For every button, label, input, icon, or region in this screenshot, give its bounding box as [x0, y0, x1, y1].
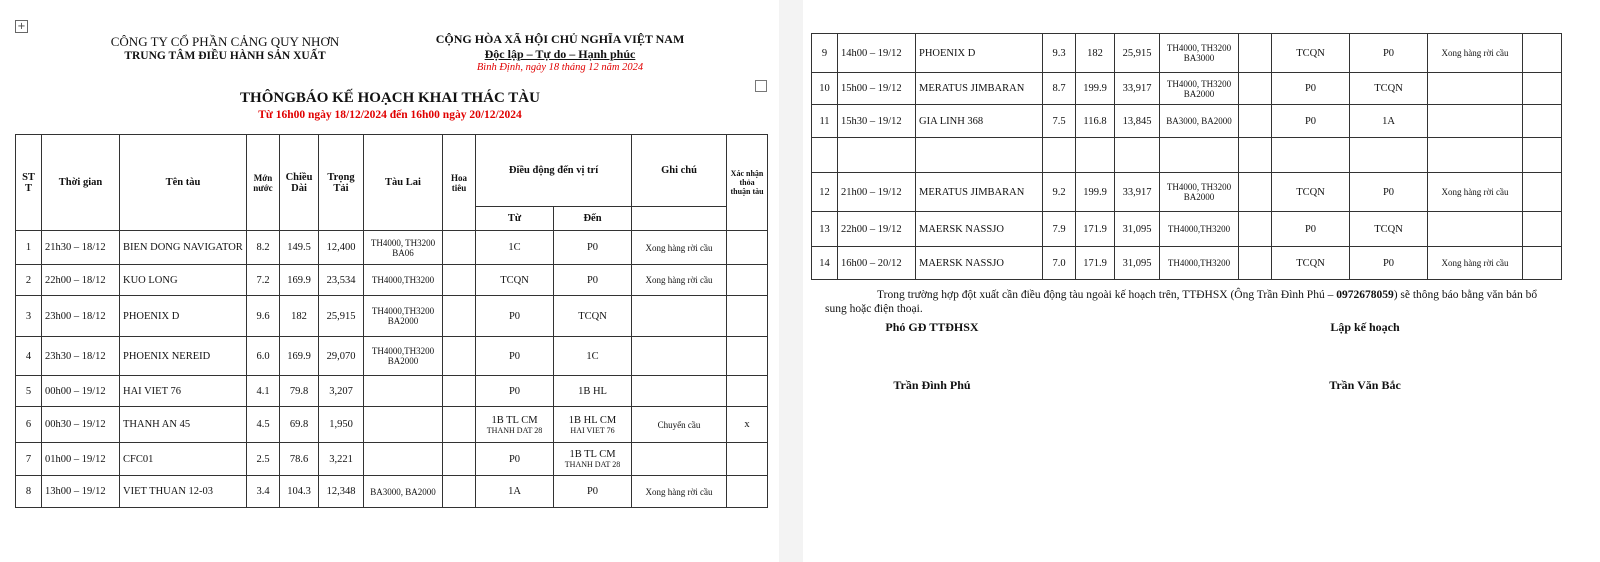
cell-time: 22h00 – 18/12 [42, 265, 120, 296]
table-row [16, 265, 768, 296]
cell-draft [1043, 138, 1076, 173]
cell-pilot [1239, 138, 1272, 173]
table-row [16, 407, 768, 443]
table-row [16, 376, 768, 407]
cell-note [632, 443, 727, 476]
document-page-2 [803, 0, 1600, 562]
cell-confirm [727, 376, 768, 407]
cell-pilot [1239, 173, 1272, 212]
cell-confirm [727, 231, 768, 265]
cell-tug [1160, 138, 1239, 173]
cell-to [554, 265, 632, 296]
cell-to-primary: 1B HL [578, 385, 607, 397]
cell-note [1428, 138, 1523, 173]
col-header-note: Ghi chú [632, 135, 727, 207]
cell-tug: TH4000, TH3200 BA3000 [1160, 34, 1239, 73]
cell-ship: MAERSK NASSJO [916, 247, 1043, 280]
company-header [60, 34, 390, 62]
cell-tonnage: 12,348 [319, 476, 364, 508]
cell-stt: 3 [16, 296, 42, 337]
cell-draft: 9.2 [1043, 173, 1076, 212]
cell-length: 69.8 [280, 407, 319, 443]
cell-pilot [1239, 34, 1272, 73]
cell-from-primary: TCQN [500, 274, 529, 286]
cell-note [632, 296, 727, 337]
cell-stt: 5 [16, 376, 42, 407]
cell-tonnage: 33,917 [1115, 73, 1160, 105]
cell-to [554, 231, 632, 265]
cell-confirm [1523, 138, 1562, 173]
cell-pilot [443, 376, 476, 407]
cell-from: P0 [1272, 212, 1350, 247]
cell-note: Xong hàng rời cầu [632, 265, 727, 296]
col-header-draft: Mớn nước [247, 135, 280, 231]
cell-to-primary: 1C [586, 350, 599, 362]
cell-from [476, 443, 554, 476]
cell-stt: 14 [812, 247, 838, 280]
cell-from-primary: P0 [508, 310, 521, 322]
table-row [812, 173, 1562, 212]
cell-to [554, 337, 632, 376]
cell-length: 79.8 [280, 376, 319, 407]
cell-stt: 1 [16, 231, 42, 265]
cell-stt: 13 [812, 212, 838, 247]
cell-confirm [1523, 173, 1562, 212]
cell-stt: 6 [16, 407, 42, 443]
cell-time: 13h00 – 19/12 [42, 476, 120, 508]
cell-from [476, 296, 554, 337]
cell-draft: 7.5 [1043, 105, 1076, 138]
note-prefix: Trong trường hợp đột xuất cần điều động tàu ngoài kế hoạch trên, TTĐHSX (Ông Trần Đình Phú – [877, 289, 1337, 301]
cell-confirm [1523, 73, 1562, 105]
cell-stt: 9 [812, 34, 838, 73]
cell-tonnage: 31,095 [1115, 212, 1160, 247]
cell-from [476, 265, 554, 296]
table-row [812, 34, 1562, 73]
table-row [16, 231, 768, 265]
cell-draft: 9.6 [247, 296, 280, 337]
cell-tug: BA3000, BA2000 [364, 476, 443, 508]
note-phone: 0972678059 [1336, 289, 1394, 301]
cell-draft: 2.5 [247, 443, 280, 476]
col-header-length: Chiều Dài [280, 135, 319, 231]
table-move-handle-icon[interactable]: + [15, 20, 28, 33]
contingency-note [825, 288, 1545, 316]
cell-to [554, 376, 632, 407]
cell-to-primary: TCQN [578, 310, 607, 322]
cell-ship: PHOENIX D [120, 296, 247, 337]
schedule-table-page-2 [811, 33, 1562, 280]
company-name: CÔNG TY CỔ PHẦN CẢNG QUY NHƠN [110, 34, 340, 49]
cell-to: TCQN [1350, 73, 1428, 105]
cell-time: 00h00 – 19/12 [42, 376, 120, 407]
cell-to-primary: 1B TL CM [569, 449, 616, 460]
cell-tug: TH4000,TH3200 [1160, 247, 1239, 280]
cell-tonnage: 3,207 [319, 376, 364, 407]
cell-length: 104.3 [280, 476, 319, 508]
cell-to: P0 [1350, 34, 1428, 73]
cell-from [1272, 138, 1350, 173]
cell-ship: PHOENIX D [916, 34, 1043, 73]
cell-from [476, 231, 554, 265]
cell-draft: 4.5 [247, 407, 280, 443]
cell-pilot [1239, 247, 1272, 280]
col-header-ship: Tên tàu [120, 135, 247, 231]
cell-tug: TH4000, TH3200 BA2000 [1160, 173, 1239, 212]
cell-time: 16h00 – 20/12 [838, 247, 916, 280]
cell-tug: TH4000,TH3200 [364, 265, 443, 296]
cell-to [554, 443, 632, 476]
cell-length [1076, 138, 1115, 173]
cell-tonnage: 29,070 [319, 337, 364, 376]
cell-note [632, 337, 727, 376]
cell-draft: 8.2 [247, 231, 280, 265]
cell-confirm [727, 476, 768, 508]
document-title: THÔNGBÁO KẾ HOẠCH KHAI THÁC TÀU [240, 90, 540, 106]
cell-length: 199.9 [1076, 173, 1115, 212]
cell-draft: 3.4 [247, 476, 280, 508]
cell-to-primary: 1B HL CM [568, 414, 617, 426]
cell-length: 116.8 [1076, 105, 1115, 138]
cell-tug: TH4000,TH3200 BA2000 [364, 296, 443, 337]
cell-from [476, 376, 554, 407]
cell-to-secondary: HAI VIET 76 [570, 425, 615, 435]
cell-stt: 7 [16, 443, 42, 476]
cell-pilot [443, 296, 476, 337]
cell-draft: 9.3 [1043, 34, 1076, 73]
col-header-stt: ST T [16, 135, 42, 231]
cell-ship: GIA LINH 368 [916, 105, 1043, 138]
cell-tonnage: 23,534 [319, 265, 364, 296]
cell-tug [364, 376, 443, 407]
cell-stt: 11 [812, 105, 838, 138]
cell-stt: 4 [16, 337, 42, 376]
cell-tug: BA3000, BA2000 [1160, 105, 1239, 138]
table-row [812, 212, 1562, 247]
cell-tug: TH4000, TH3200 BA06 [364, 231, 443, 265]
col-header-note-sub [632, 207, 727, 231]
cell-tug: TH4000, TH3200 BA2000 [1160, 73, 1239, 105]
cell-ship: CFC01 [120, 443, 247, 476]
cell-pilot [443, 443, 476, 476]
cell-confirm [1523, 105, 1562, 138]
table-row [812, 73, 1562, 105]
table-resize-handle-icon[interactable] [755, 80, 767, 92]
cell-pilot [443, 407, 476, 443]
cell-tonnage: 3,221 [319, 443, 364, 476]
cell-time: 15h30 – 19/12 [838, 105, 916, 138]
cell-length: 171.9 [1076, 247, 1115, 280]
cell-from: TCQN [1272, 173, 1350, 212]
cell-time: 22h00 – 19/12 [838, 212, 916, 247]
table-row [16, 337, 768, 376]
col-header-from: Từ [476, 207, 554, 231]
cell-draft: 7.2 [247, 265, 280, 296]
cell-pilot [443, 231, 476, 265]
cell-note [1428, 105, 1523, 138]
cell-from [476, 337, 554, 376]
cell-ship: MAERSK NASSJO [916, 212, 1043, 247]
table-row-empty [812, 138, 1562, 173]
cell-to: P0 [1350, 247, 1428, 280]
schedule-table-page-1 [15, 134, 768, 508]
cell-time: 21h30 – 18/12 [42, 231, 120, 265]
cell-from-primary: 1B TL CM [491, 414, 538, 426]
cell-length: 169.9 [280, 265, 319, 296]
cell-draft: 4.1 [247, 376, 280, 407]
cell-ship: HAI VIET 76 [120, 376, 247, 407]
col-header-move: Điều động đến vị trí [476, 135, 632, 207]
cell-stt [812, 138, 838, 173]
cell-draft: 8.7 [1043, 73, 1076, 105]
cell-length: 199.9 [1076, 73, 1115, 105]
cell-stt: 8 [16, 476, 42, 508]
national-motto: Độc lập – Tự do – Hạnh phúc [484, 47, 636, 61]
center-name: TRUNG TÂM ĐIỀU HÀNH SẢN XUẤT [124, 50, 326, 62]
cell-from-primary: 1A [508, 486, 521, 497]
cell-confirm [727, 265, 768, 296]
cell-to-primary: P0 [586, 486, 599, 497]
cell-pilot [1239, 105, 1272, 138]
cell-tug [364, 443, 443, 476]
cell-to-secondary: THANH DAT 28 [564, 460, 621, 469]
national-header [410, 32, 710, 73]
cell-time: 01h00 – 19/12 [42, 443, 120, 476]
cell-ship: MERATUS JIMBARAN [916, 173, 1043, 212]
col-header-pilot: Hoa tiêu [443, 135, 476, 231]
cell-tug: TH4000,TH3200 BA2000 [364, 337, 443, 376]
cell-confirm [1523, 212, 1562, 247]
cell-from: P0 [1272, 73, 1350, 105]
cell-to: P0 [1350, 173, 1428, 212]
cell-pilot [443, 476, 476, 508]
cell-stt: 10 [812, 73, 838, 105]
cell-time: 23h00 – 18/12 [42, 296, 120, 337]
col-header-tug: Tàu Lai [364, 135, 443, 231]
cell-tonnage [1115, 138, 1160, 173]
cell-note [632, 376, 727, 407]
cell-ship: PHOENIX NEREID [120, 337, 247, 376]
cell-time [838, 138, 916, 173]
cell-length: 169.9 [280, 337, 319, 376]
cell-length: 149.5 [280, 231, 319, 265]
cell-pilot [1239, 212, 1272, 247]
col-header-tonnage: Trọng Tải [319, 135, 364, 231]
cell-confirm [1523, 34, 1562, 73]
signer-right-name: Trần Văn Bắc [1329, 378, 1401, 392]
cell-tonnage: 1,950 [319, 407, 364, 443]
cell-from-primary: P0 [508, 350, 521, 362]
cell-confirm [727, 337, 768, 376]
cell-pilot [443, 337, 476, 376]
cell-draft: 6.0 [247, 337, 280, 376]
cell-ship: BIEN DONG NAVIGATOR [120, 231, 247, 265]
cell-from-primary: P0 [508, 453, 521, 465]
cell-tonnage: 25,915 [319, 296, 364, 337]
cell-note: Xong hàng rời cầu [632, 231, 727, 265]
cell-from-primary: P0 [508, 385, 521, 397]
nation-name: CỘNG HÒA XÃ HỘI CHỦ NGHĨA VIỆT NAM [435, 32, 685, 46]
cell-from-primary: 1C [508, 242, 521, 253]
cell-length: 182 [280, 296, 319, 337]
cell-draft: 7.9 [1043, 212, 1076, 247]
cell-length: 182 [1076, 34, 1115, 73]
cell-time: 15h00 – 19/12 [838, 73, 916, 105]
cell-ship [916, 138, 1043, 173]
cell-confirm: x [727, 407, 768, 443]
signer-right-title: Lập kế hoạch [1330, 320, 1400, 334]
cell-from: P0 [1272, 105, 1350, 138]
cell-note: Xong hàng rời cầu [1428, 34, 1523, 73]
cell-from: TCQN [1272, 247, 1350, 280]
cell-note: Xong hàng rời cầu [1428, 173, 1523, 212]
cell-ship: MERATUS JIMBARAN [916, 73, 1043, 105]
cell-confirm [1523, 247, 1562, 280]
cell-to: 1A [1350, 105, 1428, 138]
document-subtitle: Từ 16h00 ngày 18/12/2024 đến 16h00 ngày 20/12/2024 [258, 109, 522, 121]
cell-ship: KUO LONG [120, 265, 247, 296]
cell-time: 14h00 – 19/12 [838, 34, 916, 73]
table-row [16, 443, 768, 476]
cell-confirm [727, 296, 768, 337]
note-suffix: ) sẽ thông báo bằng văn bản bổ sung hoặc điện thoại. [825, 289, 1538, 315]
cell-to-primary: P0 [586, 242, 599, 253]
signer-left-title: Phó GĐ TTĐHSX [885, 320, 979, 334]
cell-tonnage: 25,915 [1115, 34, 1160, 73]
cell-tonnage: 12,400 [319, 231, 364, 265]
cell-note: Xong hàng rời cầu [1428, 247, 1523, 280]
table-row [812, 247, 1562, 280]
cell-draft: 7.0 [1043, 247, 1076, 280]
table-row [16, 476, 768, 508]
cell-time: 21h00 – 19/12 [838, 173, 916, 212]
cell-confirm [727, 443, 768, 476]
table-row [812, 105, 1562, 138]
cell-from [476, 407, 554, 443]
cell-note: Xong hàng rời cầu [632, 476, 727, 508]
table-row [16, 296, 768, 337]
col-header-confirm: Xác nhận thỏa thuận tàu [727, 135, 768, 231]
cell-from [476, 476, 554, 508]
cell-tonnage: 33,917 [1115, 173, 1160, 212]
place-date: Bình Định, ngày 18 tháng 12 năm 2024 [476, 62, 644, 73]
cell-tonnage: 13,845 [1115, 105, 1160, 138]
cell-pilot [443, 265, 476, 296]
cell-tug [364, 407, 443, 443]
col-header-to: Đến [554, 207, 632, 231]
cell-stt: 2 [16, 265, 42, 296]
cell-tug: TH4000,TH3200 [1160, 212, 1239, 247]
cell-ship: VIET THUAN 12-03 [120, 476, 247, 508]
cell-note [1428, 212, 1523, 247]
cell-stt: 12 [812, 173, 838, 212]
cell-to [554, 296, 632, 337]
cell-to [1350, 138, 1428, 173]
cell-time: 23h30 – 18/12 [42, 337, 120, 376]
cell-pilot [1239, 73, 1272, 105]
signer-left-name: Trần Đình Phú [893, 378, 971, 392]
cell-tonnage: 31,095 [1115, 247, 1160, 280]
cell-to [554, 476, 632, 508]
cell-to-primary: P0 [586, 274, 599, 286]
cell-from: TCQN [1272, 34, 1350, 73]
cell-ship: THANH AN 45 [120, 407, 247, 443]
cell-time: 00h30 – 19/12 [42, 407, 120, 443]
cell-length: 171.9 [1076, 212, 1115, 247]
cell-length: 78.6 [280, 443, 319, 476]
cell-to [554, 407, 632, 443]
cell-to: TCQN [1350, 212, 1428, 247]
cell-note: Chuyển cầu [632, 407, 727, 443]
document-page-1 [0, 0, 779, 562]
cell-note [1428, 73, 1523, 105]
cell-from-secondary: THANH DAT 28 [486, 425, 543, 435]
col-header-time: Thời gian [42, 135, 120, 231]
